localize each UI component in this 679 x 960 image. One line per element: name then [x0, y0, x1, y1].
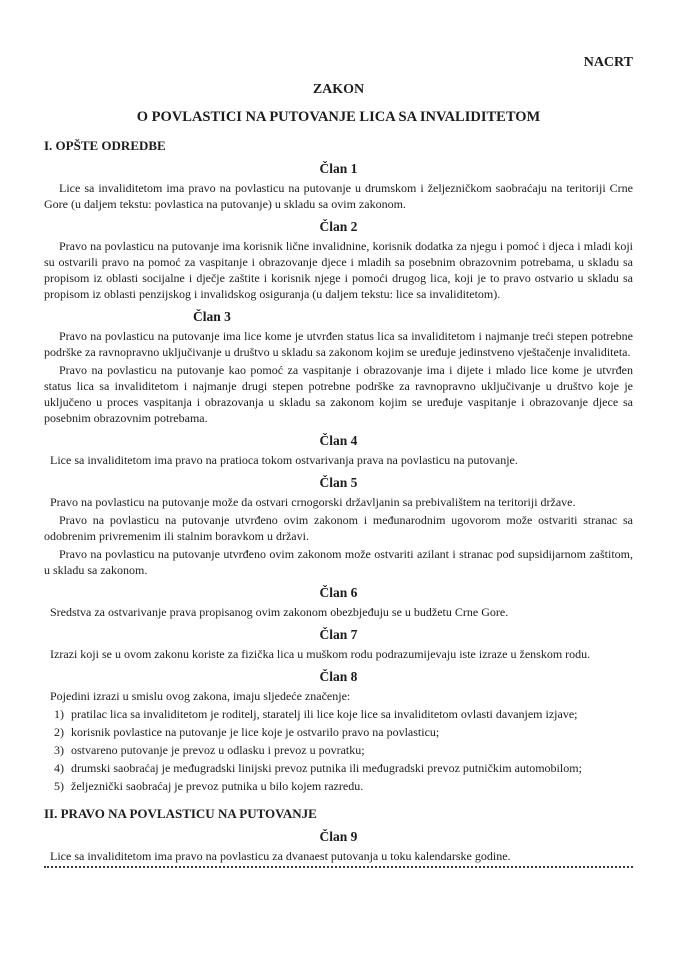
article-2-paragraph: Pravo na povlasticu na putovanje ima korisnik lične invalidnine, korisnik dodatka za njegu i pomoć i djeca i mladi koji su ostvarili pravo na pomoć za vaspitanje i obrazovanje djece i mladih sa posebnim obrazovnim potrebama, u skladu sa propisom iz oblasti socijalne i dječje zaštite i korisnik njege i pomoći drugog lica, koji je to pravo ostvario u skladu sa propisom iz oblasti penzijskog i invalidskog osiguranja (u daljem tekstu: lice sa invaliditetom). — [44, 239, 633, 301]
definition-item-4 — [44, 760, 633, 776]
article-5-heading: Član 5 — [319, 475, 358, 490]
article-3-heading: Član 3 — [193, 309, 231, 324]
article-4-paragraph: Lice sa invaliditetom ima pravo na pratioca tokom ostvarivanja prava na povlasticu na putovanje. — [50, 453, 518, 467]
definition-item-1-number: 1) — [54, 707, 64, 721]
article-3-paragraph-1: Pravo na povlasticu na putovanje ima lice kome je utvrđen status lica sa invaliditetom i najmanje treći stepen potrebne podrške za ravnopravno uključivanje u društvo u skladu sa zakonom kojim se uređuje jedinstveno vještačenje invaliditeta. — [44, 329, 633, 359]
article-7-paragraph: Izrazi koji se u ovom zakonu koriste za fizička lica u muškom rodu podrazumijevaju iste izraze u ženskom rodu. — [50, 647, 591, 661]
article-5 — [44, 475, 633, 578]
article-7-heading: Član 7 — [319, 627, 358, 642]
article-6-paragraph: Sredstva za ostvarivanje prava propisanog ovim zakonom obezbjeđuju se u budžetu Crne Gore. — [50, 605, 509, 619]
definition-item-4-number: 4) — [54, 761, 64, 775]
definition-item-5 — [44, 778, 633, 794]
article-4 — [44, 433, 633, 468]
section-1-heading: I. OPŠTE ODREDBE — [44, 138, 166, 153]
section-2-heading: II. PRAVO NA POVLASTICU NA PUTOVANJE — [44, 806, 317, 821]
article-2-heading: Član 2 — [319, 219, 358, 234]
article-9 — [44, 829, 633, 864]
article-6-heading: Član 6 — [319, 585, 358, 600]
law-subtitle: O POVLASTICI NA PUTOVANJE LICA SA INVALIDITETOM — [136, 109, 541, 125]
definition-item-1 — [44, 706, 633, 722]
article-1 — [44, 161, 633, 212]
definition-item-3-text: ostvareno putovanje je prevoz u odlasku i prevoz u povratku; — [71, 743, 365, 757]
article-5-paragraph-3: Pravo na povlasticu na putovanje utvrđeno ovim zakonom može ostvariti azilant i stranac pod supsidijarnom zaštitom, u skladu sa zakonom. — [44, 547, 633, 577]
definition-item-5-text: željeznički saobraćaj je prevoz putnika u bilo kojem razredu. — [71, 779, 364, 793]
article-9-heading: Član 9 — [319, 829, 358, 844]
article-3 — [44, 309, 633, 426]
article-2 — [44, 219, 633, 302]
article-4-heading: Član 4 — [319, 433, 358, 448]
definition-item-4-text: drumski saobraćaj je međugradski linijski prevoz putnika ili međugradski prevoz putničkim automobilom; — [71, 761, 582, 775]
definition-item-3 — [44, 742, 633, 758]
definition-item-2-number: 2) — [54, 725, 64, 739]
article-1-paragraph: Lice sa invaliditetom ima pravo na povlasticu na putovanje u drumskom i željezničkom saobraćaju na teritoriji Crne Gore (u daljem tekstu: povlastica na putovanje) u skladu sa ovim zakonom. — [44, 181, 633, 211]
article-5-paragraph-1: Pravo na povlasticu na putovanje može da ostvari crnogorski državljanin sa prebivalištem na teritoriji države. — [50, 495, 576, 509]
article-8-intro: Pojedini izrazi u smislu ovog zakona, imaju sljedeće značenje: — [50, 689, 351, 703]
article-3-paragraph-2: Pravo na povlasticu na putovanje kao pomoć za vaspitanje i obrazovanje ima i dijete i mlado lice kome je utvrđen status lica sa invaliditetom i najmanje drugi stepen potrebne podrške za ravnopravno uključivanje u društvo koje je uključeno u proces vaspitanja i obrazovanja u skladu sa zakonom kojim se uređuje vaspitanje i obrazovanje djece sa posebnim obrazovnim potrebama. — [44, 363, 633, 425]
law-title: ZAKON — [312, 82, 365, 97]
article-8-heading: Član 8 — [319, 669, 358, 684]
definition-item-5-number: 5) — [54, 779, 64, 793]
definitions-list — [44, 706, 633, 794]
definition-item-3-number: 3) — [54, 743, 64, 757]
article-8 — [44, 669, 633, 794]
article-1-heading: Član 1 — [319, 161, 358, 176]
article-6 — [44, 585, 633, 620]
article-5-paragraph-2: Pravo na povlasticu na putovanje utvrđeno ovim zakonom i međunarodnim ugovorom može ostvariti stranac sa odobrenim privremenim ili stalnim boravkom u državi. — [44, 513, 633, 543]
definition-item-1-text: pratilac lica sa invaliditetom je roditelj, staratelj ili lice koje lice sa invaliditetom ovlasti davanjem izjave; — [71, 707, 578, 721]
page-break-dotted-line — [44, 866, 633, 868]
definition-item-2 — [44, 724, 633, 740]
definition-item-2-text: korisnik povlastice na putovanje je lice koje je ostvarilo pravo na povlasticu; — [71, 725, 440, 739]
article-7 — [44, 627, 633, 662]
draft-label: NACRT — [583, 55, 633, 70]
article-9-paragraph: Lice sa invaliditetom ima pravo na povlasticu za dvanaest putovanja u toku kalendarske godine. — [50, 849, 511, 863]
